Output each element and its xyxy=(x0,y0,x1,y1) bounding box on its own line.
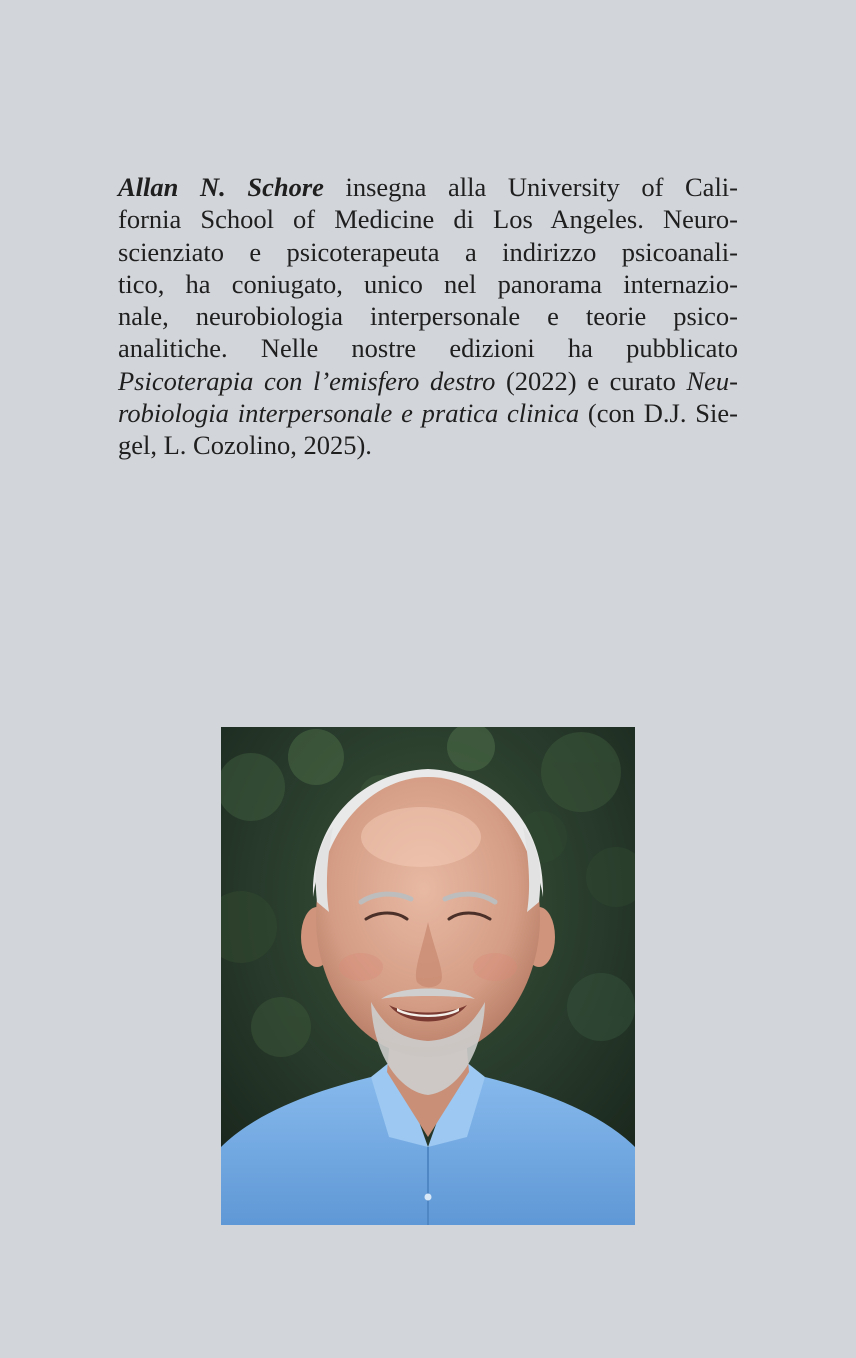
book-title-2-continued: robiologia interpersonale e pratica clinica xyxy=(118,398,580,429)
author-bio xyxy=(118,171,738,462)
bio-line-6: analitiche. Nelle nostre edizioni ha pubblicato xyxy=(118,333,738,364)
author-name: Allan N. Schore xyxy=(118,172,324,202)
bio-line-7 xyxy=(118,365,738,397)
book-title-2: Neu- xyxy=(686,365,739,396)
bio-line-4: tico, ha coniugato, unico nel panorama internazio- xyxy=(118,268,738,299)
bio-text: (2022) e curato xyxy=(495,365,687,396)
bio-text: insegna alla University of Cali- xyxy=(323,172,738,202)
bio-line-8 xyxy=(118,397,738,429)
author-photo xyxy=(221,727,635,1225)
bio-line-3: scienziato e psicoterapeuta a indirizzo psicoanali- xyxy=(118,236,738,267)
bio-text: (con D.J. Sie- xyxy=(579,398,738,429)
bio-line-5: nale, neurobiologia interpersonale e teorie psico- xyxy=(118,301,738,332)
portrait-illustration xyxy=(221,727,635,1225)
bio-line-9: gel, L. Cozolino, 2025). xyxy=(118,430,372,461)
bio-line-1 xyxy=(118,171,738,203)
book-title-1: Psicoterapia con l’emisfero destro xyxy=(118,365,496,396)
bio-line-2: fornia School of Medicine di Los Angeles. Neuro- xyxy=(118,204,738,235)
